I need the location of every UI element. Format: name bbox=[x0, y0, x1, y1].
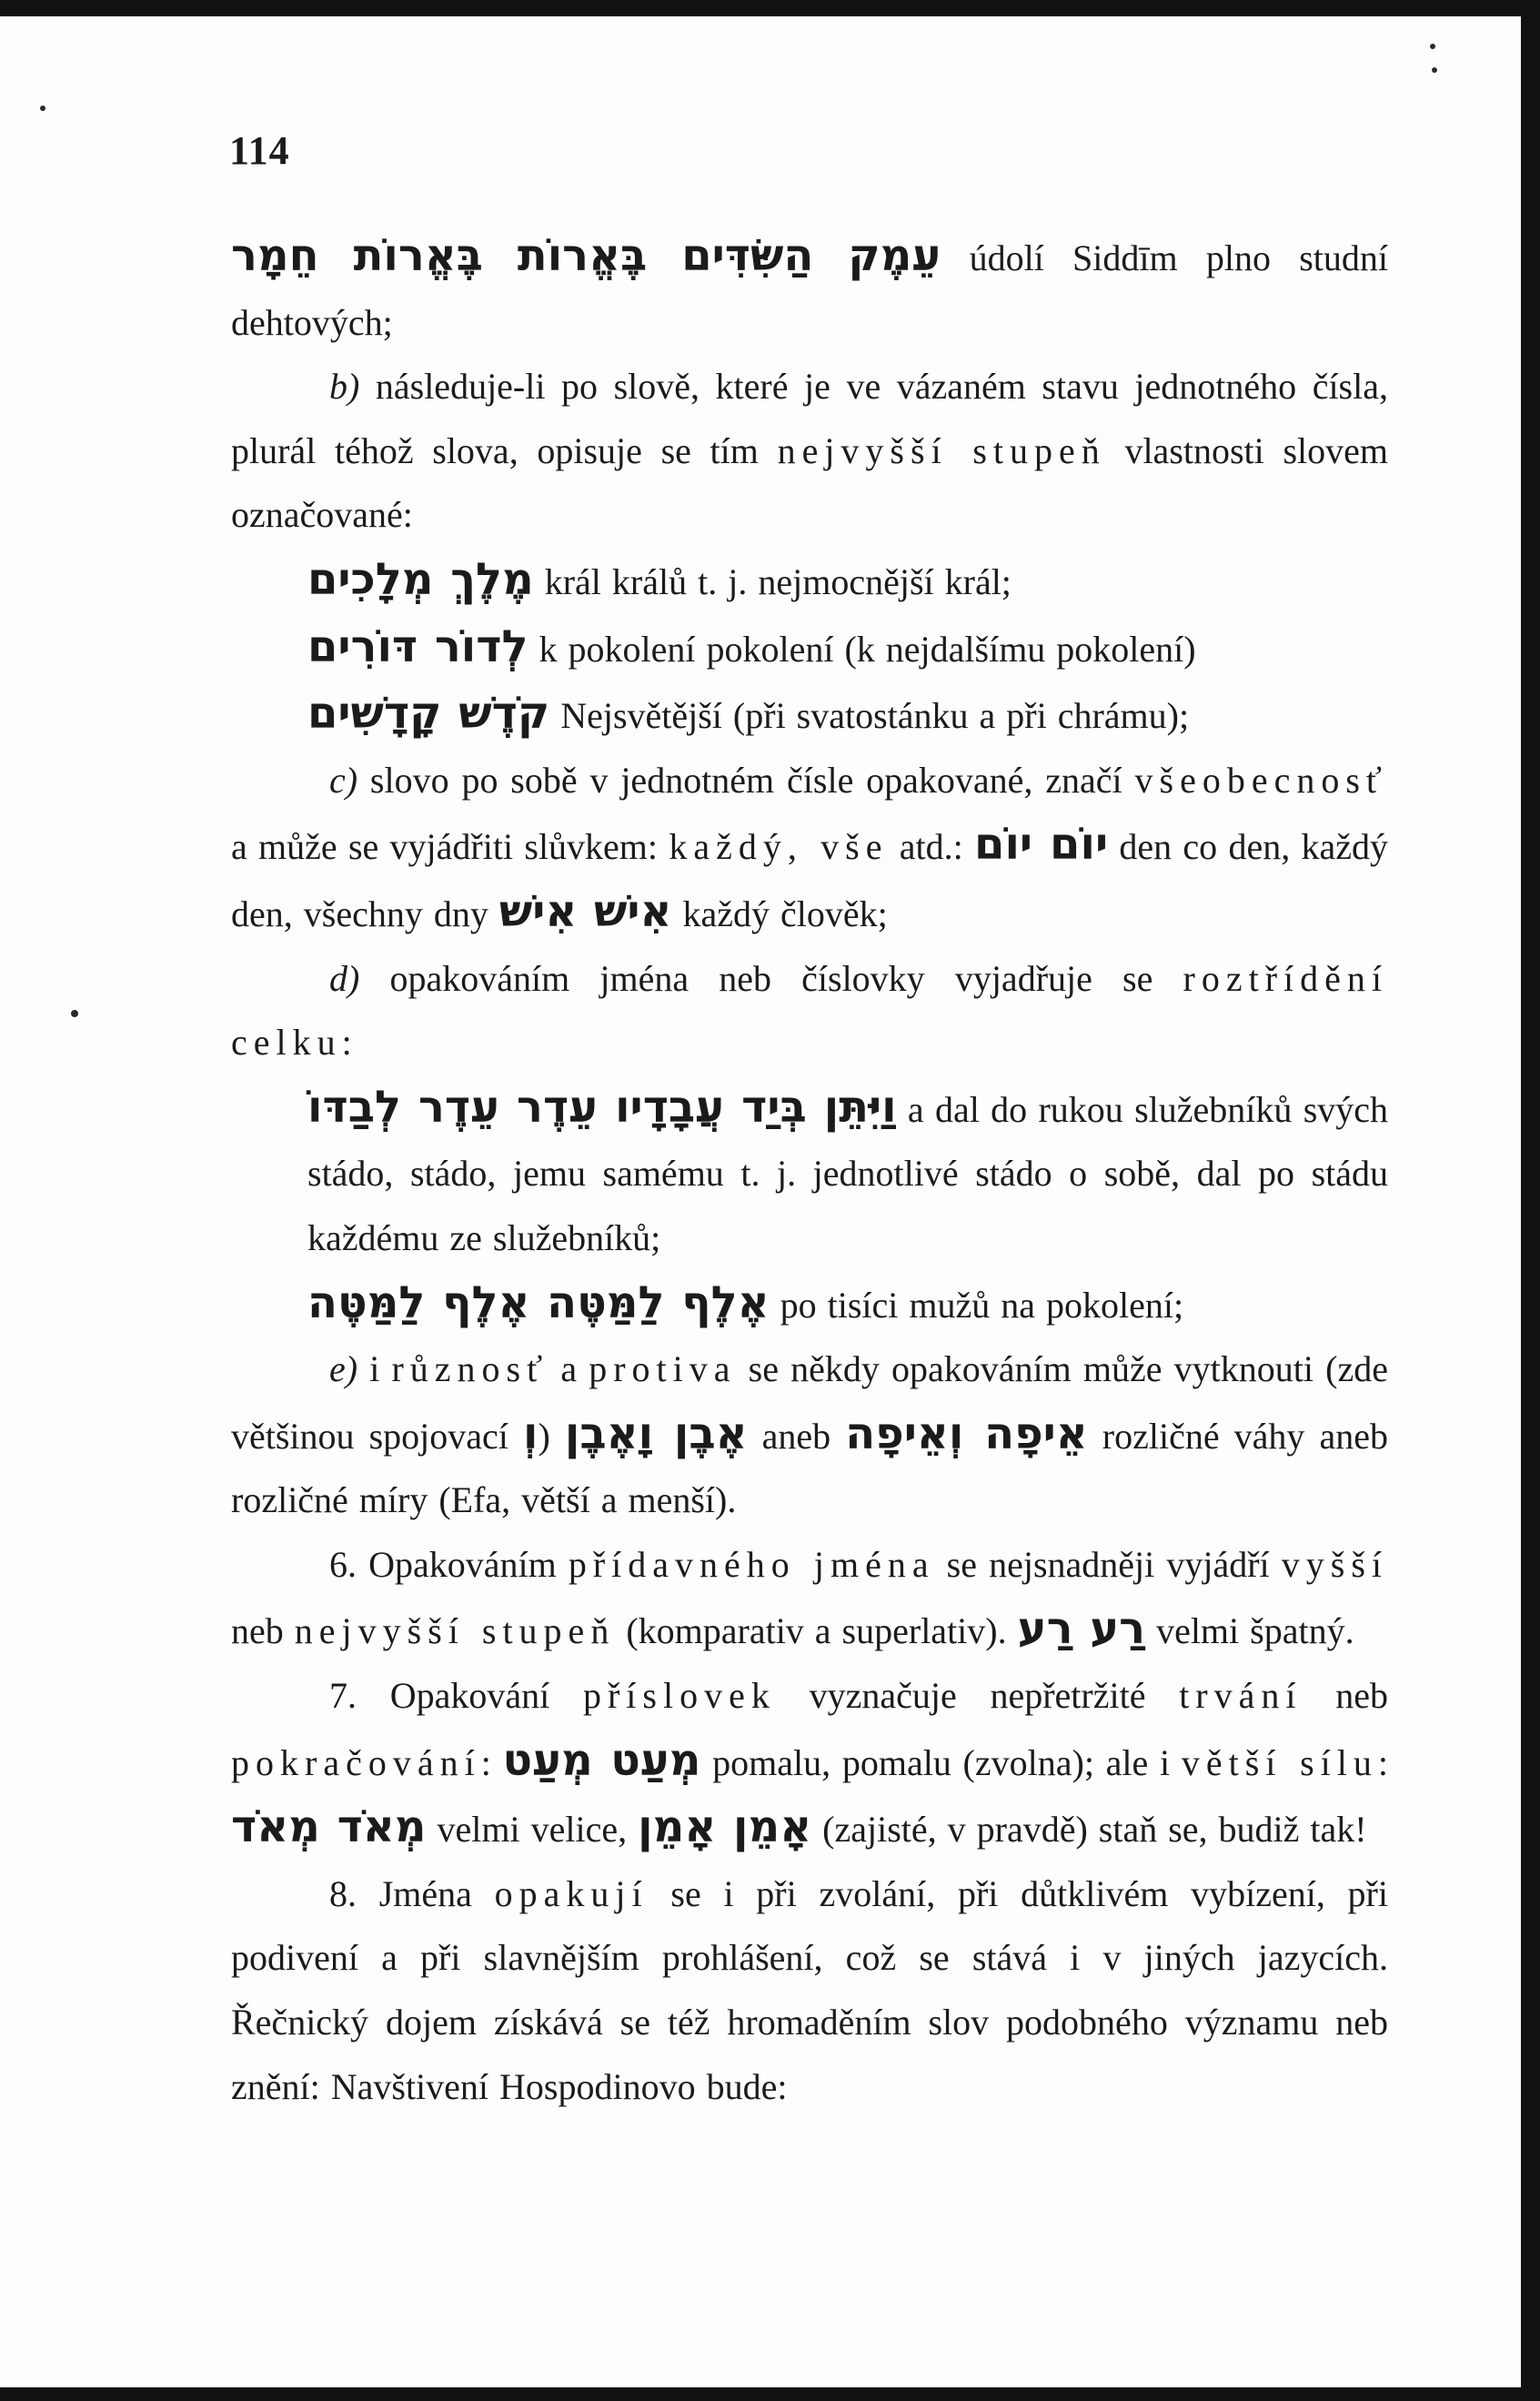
spaced-term: nejvyšší stupeň bbox=[294, 1610, 616, 1652]
text-run: se někdy opakováním může vytknouti (zde většinou spojovací bbox=[231, 1348, 1388, 1457]
hebrew-phrase: רַע רַע bbox=[1017, 1603, 1146, 1655]
item-label: b) bbox=[329, 366, 360, 408]
hebrew-phrase: וְ bbox=[523, 1407, 538, 1459]
text-run: vlastnosti slovem označované: bbox=[231, 429, 1389, 536]
hebrew-phrase: מְאֹד מְאֹד bbox=[231, 1801, 427, 1853]
text-run: (komparativ a superlativ). bbox=[615, 1610, 1018, 1652]
spaced-term: nejvyšší stupeň bbox=[777, 429, 1106, 471]
paragraph-b bbox=[231, 355, 1388, 548]
hebrew-phrase: אִישׁ אִישׁ bbox=[498, 885, 672, 937]
hebrew-phrase: קֹדֶשׁ קָדָשִׁים bbox=[307, 688, 550, 740]
scan-speck bbox=[1432, 67, 1437, 73]
spaced-term: všeobecnosť bbox=[1134, 759, 1388, 801]
text-run: a bbox=[549, 1348, 589, 1390]
text-run: každý člověk; bbox=[671, 893, 888, 934]
text-run: 7. Opakování bbox=[329, 1675, 583, 1717]
spaced-term: různosť bbox=[391, 1348, 549, 1390]
example-line-1 bbox=[231, 548, 1388, 615]
book-page bbox=[0, 16, 1521, 2387]
text-run: neb bbox=[231, 1610, 295, 1652]
text-run: slovo po sobě v jednotném čísle opakované, značí bbox=[357, 759, 1135, 801]
spaced-term: trvání bbox=[1179, 1675, 1303, 1717]
translation: král králů t. j. nejmocnější král; bbox=[544, 560, 1012, 602]
translation: a dal do rukou služebníků svých stádo, stádo, jemu samému t. j. jednotlivé stádo o sobě, dal po stádu každému ze služebníků; bbox=[307, 1088, 1389, 1258]
spaced-term: přídavného jména bbox=[568, 1543, 935, 1585]
scan-speck bbox=[1430, 44, 1435, 49]
spaced-term: každý, vše bbox=[669, 826, 889, 868]
hebrew-phrase: מֶלֶךְ מְלָכִים bbox=[307, 553, 534, 605]
example-line-thousand bbox=[231, 1271, 1388, 1338]
item-label: d) bbox=[329, 957, 360, 999]
example-line-2 bbox=[231, 615, 1388, 682]
text-run: : bbox=[341, 1022, 352, 1064]
text-run: aneb bbox=[747, 1415, 846, 1457]
spaced-term: pokračování bbox=[231, 1741, 481, 1783]
hebrew-phrase: יוֹם יוֹם bbox=[974, 819, 1109, 871]
scan-speck bbox=[71, 1010, 78, 1017]
spaced-term: opakují bbox=[494, 1872, 649, 1914]
text-run: velmi špatný. bbox=[1145, 1610, 1354, 1652]
text-run: se i při zvolání, při důtklivém vybízení, při podivení a při slavnějším prohlášení, což se stává i v jiných jazycích. Řečnický dojem získává se též hromaděním slov podobného významu neb znění: Navštivení Hospodinovo bude: bbox=[231, 1872, 1388, 2107]
paragraph-8 bbox=[231, 1862, 1388, 2119]
text-run: velmi velice, bbox=[426, 1809, 639, 1851]
page-number: 114 bbox=[229, 128, 290, 173]
text-run: 8. Jména bbox=[329, 1872, 495, 1914]
item-label: c) bbox=[329, 759, 358, 801]
text-run: atd.: bbox=[888, 826, 975, 868]
text-run: den co den, každý den, všechny dny bbox=[231, 826, 1388, 934]
paragraph-7 bbox=[231, 1664, 1388, 1862]
text-run: i bbox=[357, 1348, 392, 1390]
translation: Nejsvětější (při svatostánku a při chrámu); bbox=[560, 695, 1190, 737]
text-run: 6. Opakováním bbox=[329, 1543, 569, 1585]
page-text bbox=[231, 224, 1388, 2119]
hebrew-phrase: אָמֵן אָמֵן bbox=[638, 1801, 812, 1853]
spaced-term: příslovek bbox=[582, 1675, 776, 1717]
text-run: (zajisté, v pravdě) staň se, budiž tak! bbox=[811, 1809, 1367, 1851]
spaced-term: protiva bbox=[589, 1348, 737, 1390]
paragraph-d bbox=[231, 947, 1388, 1075]
hebrew-phrase: עֵמֶק הַשִּׂדִּים בֶּאֱרוֹת בֶּאֱרוֹת חֵמָר bbox=[231, 230, 941, 281]
hebrew-phrase: לְדוֹר דּוֹרִים bbox=[307, 620, 528, 672]
text-run: se nejsnadněji vyjádří bbox=[934, 1543, 1282, 1585]
text-run: následuje-li po slově, které je ve vázaném stavu jednotného čísla, plurál téhož slova, opisuje se tím bbox=[231, 366, 1388, 471]
paragraph-d-example bbox=[231, 1075, 1388, 1271]
text-run: : bbox=[1377, 1741, 1389, 1783]
spaced-term: vyšší bbox=[1281, 1543, 1388, 1585]
text-run: : bbox=[480, 1741, 503, 1783]
hebrew-phrase: אֶלֶף לַמַּטֶּה אֶלֶף לַמַּטֶּה bbox=[307, 1276, 770, 1328]
text-run: rozličné váhy aneb rozličné míry (Efa, větší a menší). bbox=[231, 1415, 1389, 1521]
hebrew-phrase: אֵיפָה וְאֵיפָה bbox=[845, 1407, 1088, 1459]
text-run: neb bbox=[1302, 1675, 1388, 1717]
example-line-3 bbox=[231, 681, 1388, 749]
spaced-term: větší sílu bbox=[1181, 1741, 1378, 1783]
spaced-term: roztřídění celku bbox=[231, 957, 1388, 1064]
scan-speck bbox=[40, 106, 45, 111]
paragraph-e bbox=[231, 1337, 1388, 1533]
text-run: pomalu, pomalu (zvolna); ale i bbox=[700, 1741, 1182, 1783]
hebrew-phrase: מְעַט מְעַט bbox=[502, 1734, 701, 1786]
text-run: vyznačuje nepřetržité bbox=[775, 1675, 1180, 1717]
item-label: e) bbox=[329, 1348, 358, 1390]
hebrew-phrase: אֶבֶן וָאֶבֶן bbox=[564, 1407, 748, 1459]
paragraph-6 bbox=[231, 1533, 1388, 1664]
paragraph-c bbox=[231, 749, 1388, 947]
translation: údolí Siddīm plno studní dehtových; bbox=[231, 237, 1389, 343]
text-run: a může se vyjádřiti slůvkem: bbox=[231, 826, 669, 868]
translation: po tisíci mužů na pokolení; bbox=[780, 1284, 1184, 1326]
hebrew-phrase: וַיִּתֵּן בְּיַד עֲבָדָיו עֵדֶר עֵדֶר לְבַדּוֹ bbox=[307, 1081, 897, 1133]
paragraph-hebrew-example-siddim bbox=[231, 224, 1388, 355]
text-run: opakováním jména neb číslovky vyjadřuje se bbox=[359, 957, 1183, 999]
text-run: ) bbox=[538, 1415, 565, 1457]
translation: k pokolení pokolení (k nejdalšímu pokolení) bbox=[538, 628, 1196, 670]
